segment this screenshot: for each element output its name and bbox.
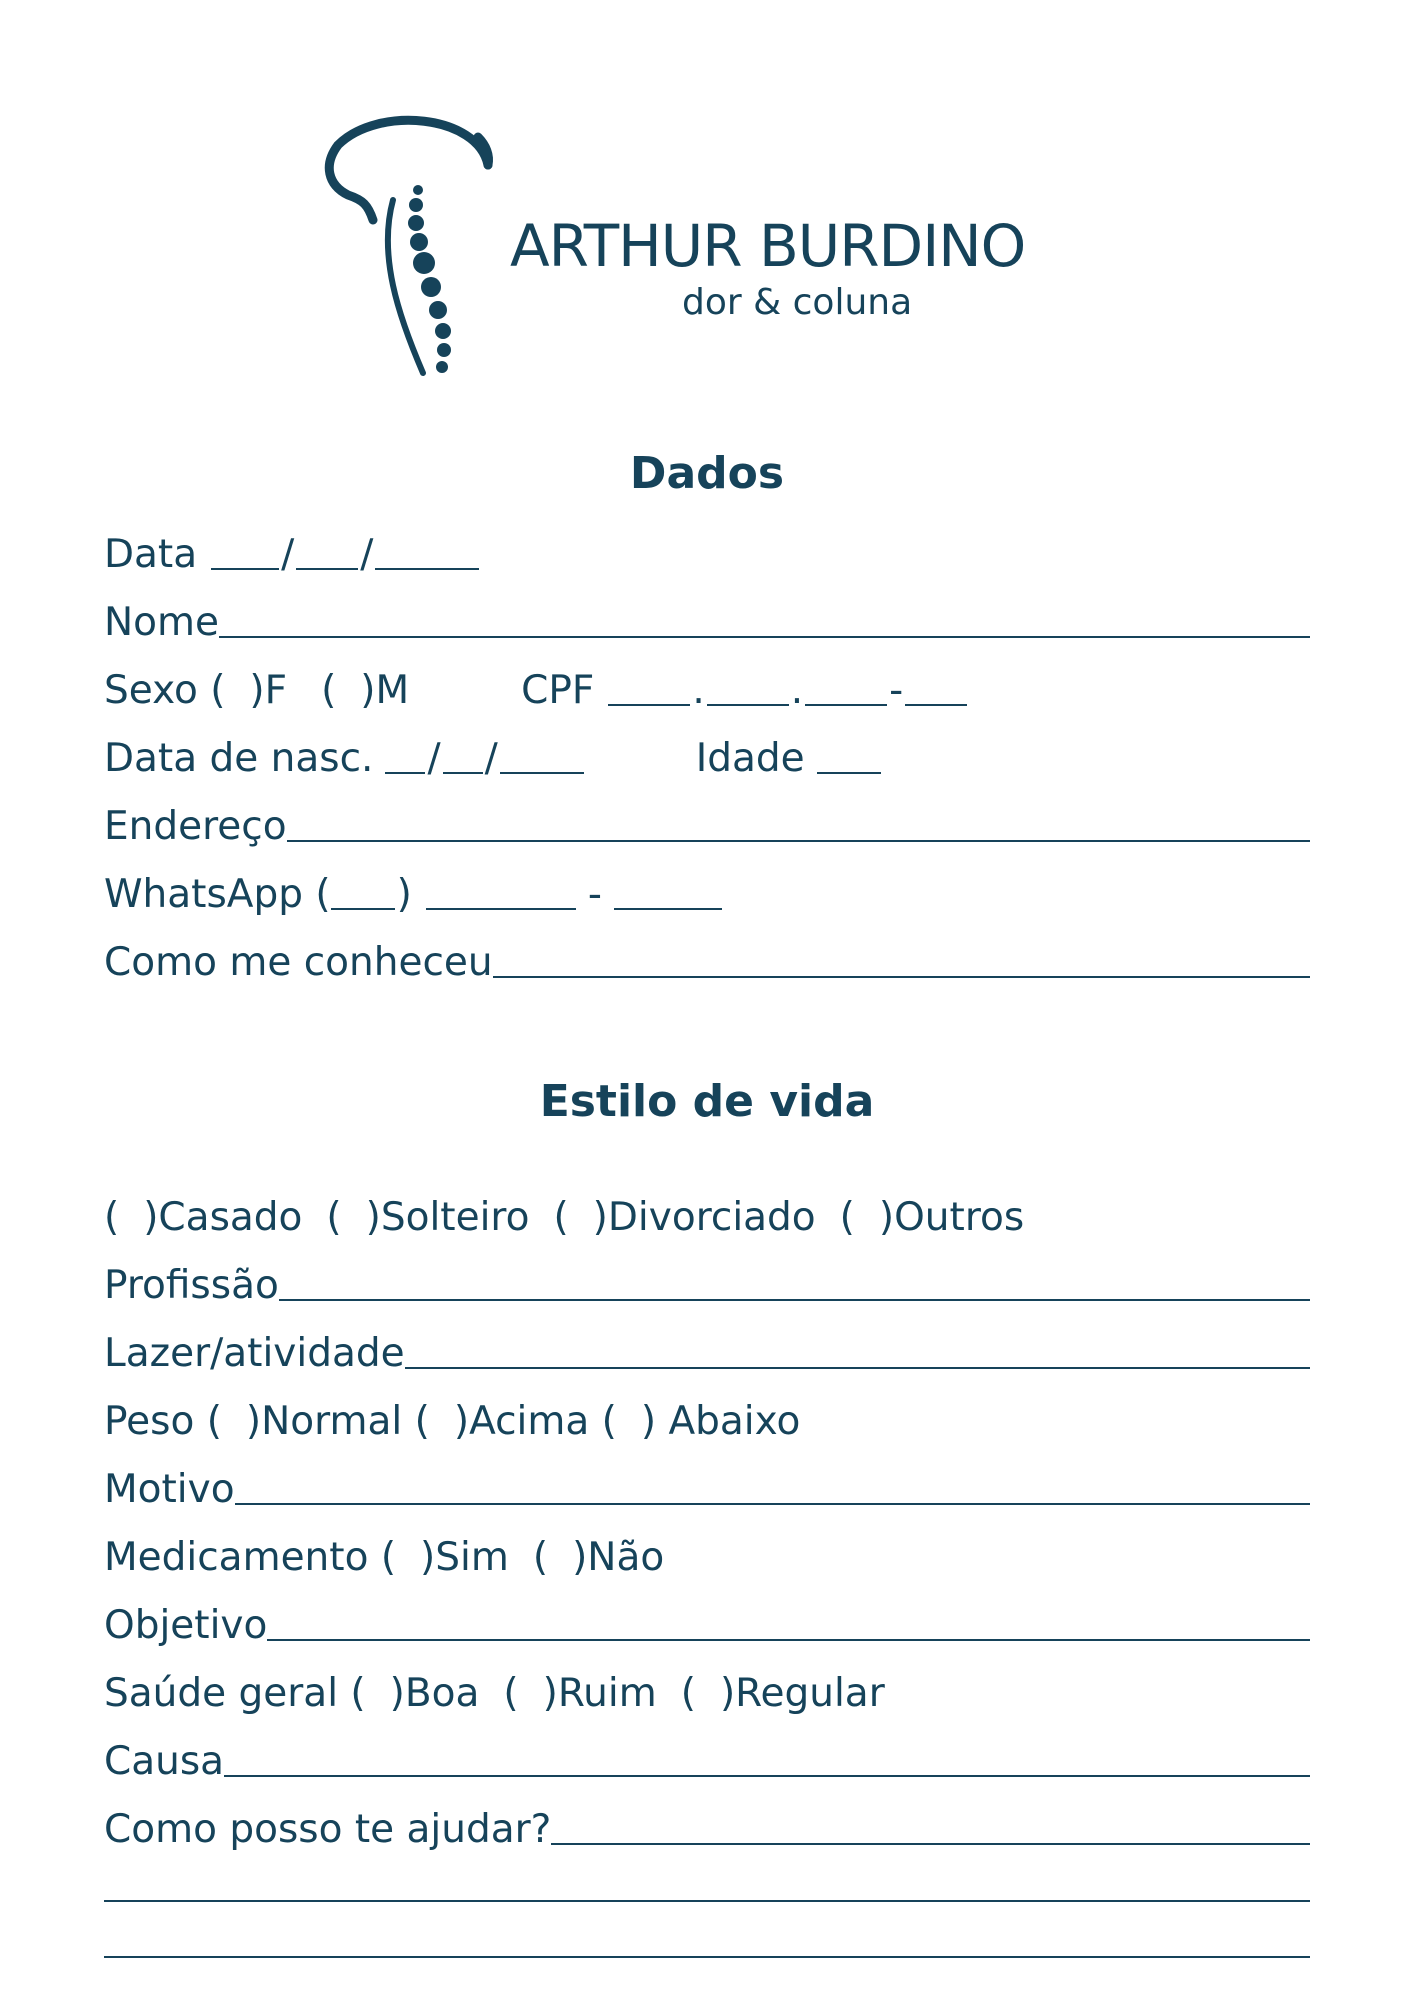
whatsapp-label: WhatsApp ( xyxy=(104,872,331,917)
whatsapp-close-paren: ) xyxy=(396,872,412,917)
medicamento-nao-option: )Não xyxy=(572,1535,665,1580)
nome-field[interactable] xyxy=(219,600,1310,638)
saude-label: Saúde geral ( xyxy=(104,1671,366,1716)
endereco-field[interactable] xyxy=(287,804,1310,842)
causa-label: Causa xyxy=(104,1739,225,1784)
row-lazer xyxy=(104,1326,1310,1376)
objetivo-field[interactable] xyxy=(267,1603,1310,1641)
peso-abaixo-option: ) Abaixo xyxy=(640,1399,801,1444)
data-year-field[interactable] xyxy=(375,532,479,570)
peso-acima-option: )Acima ( xyxy=(453,1399,617,1444)
sexo-label: Sexo ( xyxy=(104,668,226,713)
brand-tagline: dor & coluna xyxy=(682,282,913,323)
sexo-f-option: )F xyxy=(249,668,288,713)
data-day-field[interactable] xyxy=(211,532,279,570)
row-peso xyxy=(104,1394,800,1444)
whatsapp-part2-field[interactable] xyxy=(614,872,722,910)
sexo-m-option: )M xyxy=(360,668,410,713)
profissao-field[interactable] xyxy=(279,1263,1310,1301)
outros-option: )Outros xyxy=(878,1195,1025,1240)
outros-open: ( xyxy=(839,1195,855,1240)
row-medicamento xyxy=(104,1530,664,1580)
row-data: Data / / xyxy=(104,527,479,577)
nasc-day-field[interactable] xyxy=(385,736,425,774)
motivo-label: Motivo xyxy=(104,1467,235,1512)
divorciado-open: ( xyxy=(553,1195,569,1240)
peso-label: Peso ( xyxy=(104,1399,222,1444)
row-estado-civil xyxy=(104,1190,1024,1240)
row-nasc-idade: Data de nasc. / / Idade xyxy=(104,731,881,781)
row-sexo-cpf: Sexo ( )F ( )M CPF . . - xyxy=(104,663,967,713)
nasc-year-field[interactable] xyxy=(500,736,584,774)
cpf-label: CPF xyxy=(521,668,595,713)
row-objetivo xyxy=(104,1598,1310,1648)
divorciado-option: )Divorciado xyxy=(592,1195,816,1240)
brand-name: ARTHUR BURDINO xyxy=(510,212,1026,280)
nasc-label: Data de nasc. xyxy=(104,736,374,781)
casado-option: )Casado xyxy=(143,1195,303,1240)
idade-field[interactable] xyxy=(817,736,881,774)
row-endereco xyxy=(104,799,1310,849)
conheceu-field[interactable] xyxy=(493,940,1310,978)
objetivo-label: Objetivo xyxy=(104,1603,268,1648)
section-title-dados: Dados xyxy=(629,448,785,499)
cpf-part2-field[interactable] xyxy=(707,668,789,706)
lazer-field[interactable] xyxy=(405,1331,1310,1369)
ajudar-extra-line-2[interactable] xyxy=(104,1956,1310,1958)
cpf-part1-field[interactable] xyxy=(608,668,690,706)
conheceu-label: Como me conheceu xyxy=(104,940,493,985)
saude-ruim-option: )Ruim xyxy=(542,1671,657,1716)
motivo-field[interactable] xyxy=(235,1467,1310,1505)
peso-normal-option: )Normal ( xyxy=(245,1399,430,1444)
saude-boa-option: )Boa xyxy=(389,1671,480,1716)
data-label: Data xyxy=(104,532,198,577)
ajudar-field[interactable] xyxy=(551,1807,1310,1845)
medicamento-label: Medicamento ( xyxy=(104,1535,397,1580)
whatsapp-dash: - xyxy=(587,872,602,917)
solteiro-open: ( xyxy=(326,1195,342,1240)
ajudar-extra-line-1[interactable] xyxy=(104,1900,1310,1902)
row-nome xyxy=(104,595,1310,645)
row-causa xyxy=(104,1734,1310,1784)
idade-label: Idade xyxy=(695,736,805,781)
whatsapp-ddd-field[interactable] xyxy=(331,872,395,910)
medicamento-nao-open: ( xyxy=(532,1535,549,1580)
endereco-label: Endereço xyxy=(104,804,287,849)
row-ajudar xyxy=(104,1802,1310,1852)
sexo-m-open: ( xyxy=(321,668,337,713)
row-profissao xyxy=(104,1258,1310,1308)
cpf-digit-field[interactable] xyxy=(905,668,967,706)
row-whatsapp xyxy=(104,867,722,917)
saude-ruim-open: ( xyxy=(503,1671,519,1716)
cpf-part3-field[interactable] xyxy=(805,668,887,706)
row-conheceu xyxy=(104,935,1310,985)
lazer-label: Lazer/atividade xyxy=(104,1331,405,1376)
medicamento-sim-option: )Sim xyxy=(420,1535,509,1580)
nome-label: Nome xyxy=(104,600,220,645)
solteiro-option: )Solteiro xyxy=(365,1195,530,1240)
saude-regular-open: ( xyxy=(680,1671,696,1716)
profissao-label: Profissão xyxy=(104,1263,279,1308)
row-saude xyxy=(104,1666,885,1716)
causa-field[interactable] xyxy=(224,1739,1310,1777)
whatsapp-part1-field[interactable] xyxy=(426,872,576,910)
data-month-field[interactable] xyxy=(296,532,358,570)
spine-head-logo-icon xyxy=(318,105,518,385)
section-title-estilo: Estilo de vida xyxy=(539,1076,875,1127)
nasc-month-field[interactable] xyxy=(443,736,483,774)
row-motivo xyxy=(104,1462,1310,1512)
casado-open: ( xyxy=(104,1195,120,1240)
saude-regular-option: )Regular xyxy=(719,1671,885,1716)
ajudar-label: Como posso te ajudar? xyxy=(104,1807,552,1852)
